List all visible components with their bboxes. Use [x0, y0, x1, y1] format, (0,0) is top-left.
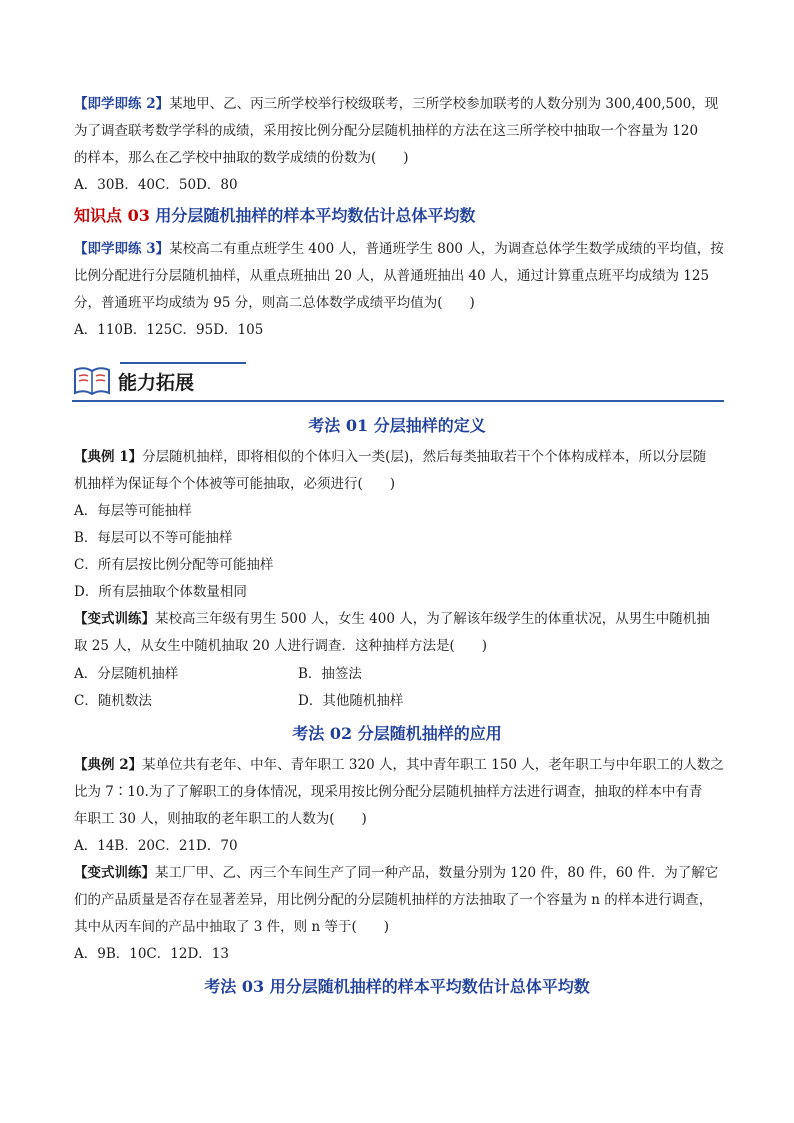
- practice-3-tag: 【即学即练 3】: [74, 241, 170, 257]
- practice-2-tag: 【即学即练 2】: [74, 96, 170, 112]
- example-1-option-a: A．每层等可能抽样: [74, 503, 192, 519]
- variant-1-line-2: 取 25 人，从女生中随机抽取 20 人进行调查．这种抽样方法是( ): [74, 638, 488, 654]
- book-icon: [72, 362, 112, 398]
- example-2-options: A．14B．20C．21D．70: [74, 838, 238, 854]
- section-bottom-rule: [72, 400, 724, 402]
- practice-2-options: A．30B．40C．50D．80: [74, 177, 238, 193]
- example-1-tag: 【典例 1】: [74, 449, 143, 465]
- practice-3-line-1: 【即学即练 3】某校高二有重点班学生 400 人，普通班学生 800 人，为调查总体学生数学成绩的平均值，按: [74, 241, 724, 257]
- variant-1-tag: 【变式训练】: [74, 611, 155, 627]
- practice-2-line-1: 【即学即练 2】某地甲、乙、丙三所学校举行校级联考，三所学校参加联考的人数分别为 300,400,500，现: [74, 96, 719, 112]
- variant-2-tag: 【变式训练】: [74, 865, 155, 881]
- method-2-heading: 考法 02 分层随机抽样的应用: [292, 724, 502, 743]
- variant-1-option-b: B．抽签法: [298, 666, 362, 682]
- practice-2-line-2: 为了调查联考数学学科的成绩，采用按比例分配分层随机抽样的方法在这三所学校中抽取一个容量为 120: [74, 123, 699, 139]
- variant-1-option-c: C．随机数法: [74, 693, 152, 709]
- practice-3-line-2: 比例分配进行分层随机抽样，从重点班抽出 20 人，从普通班抽出 40 人，通过计算重点班平均成绩为 125: [74, 268, 710, 284]
- example-2-line-1: 【典例 2】某单位共有老年、中年、青年职工 320 人，其中青年职工 150 人，老年职工与中年职工的人数之: [74, 757, 724, 773]
- example-1-line-2: 机抽样为保证每个个体被等可能抽取，必须进行( ): [74, 476, 396, 492]
- example-1-option-c: C．所有层按比例分配等可能抽样: [74, 557, 274, 573]
- practice-3-line-3: 分，普通班平均成绩为 95 分，则高二总体数学成绩平均值为( ): [74, 295, 475, 311]
- variant-1-option-d: D．其他随机抽样: [298, 693, 404, 709]
- practice-3-options: A．110B．125C．95D．105: [74, 322, 264, 338]
- variant-1-option-a: A．分层随机抽样: [74, 666, 179, 682]
- example-1-option-d: D．所有层抽取个体数量相同: [74, 584, 247, 600]
- variant-1-line-1: 【变式训练】某校高三年级有男生 500 人，女生 400 人，为了解该年级学生的体重状况，从男生中随机抽: [74, 611, 710, 627]
- example-2-tag: 【典例 2】: [74, 757, 143, 773]
- variant-2-line-1: 【变式训练】某工厂甲、乙、丙三个车间生产了同一种产品，数量分别为 120 件，80 件，60 件．为了解它: [74, 865, 719, 881]
- example-1-line-1: 【典例 1】分层随机抽样，即将相似的个体归入一类(层)，然后每类抽取若干个个体构成样本，所以分层随: [74, 449, 707, 465]
- variant-2-line-3: 其中从丙车间的产品中抽取了 3 件，则 n 等于( ): [74, 919, 389, 935]
- section-top-rule: [120, 362, 246, 364]
- variant-2-options: A．9B．10C．12D．13: [74, 946, 229, 962]
- method-1-heading: 考法 01 分层抽样的定义: [308, 416, 486, 435]
- variant-2-line-2: 们的产品质量是否存在显著差异，用比例分配的分层随机抽样的方法抽取了一个容量为 n 的样本进行调查，: [74, 892, 713, 908]
- example-1-option-b: B．每层可以不等可能抽样: [74, 530, 233, 546]
- example-2-line-3: 年职工 30 人，则抽取的老年职工的人数为( ): [74, 811, 367, 827]
- method-3-heading: 考法 03 用分层随机抽样的样本平均数估计总体平均数: [204, 977, 590, 996]
- knowledge-point-heading: 知识点 03 用分层随机抽样的样本平均数估计总体平均数: [74, 206, 476, 225]
- practice-2-line-3: 的样本，那么在乙学校中抽取的数学成绩的份数为( ): [74, 150, 409, 166]
- section-title: 能力拓展: [118, 372, 195, 394]
- example-2-line-2: 比为 7∶10.为了了解职工的身体情况，现采用按比例分配分层随机抽样方法进行调查，抽取的样本中有青: [74, 784, 703, 800]
- section-header: [72, 360, 724, 404]
